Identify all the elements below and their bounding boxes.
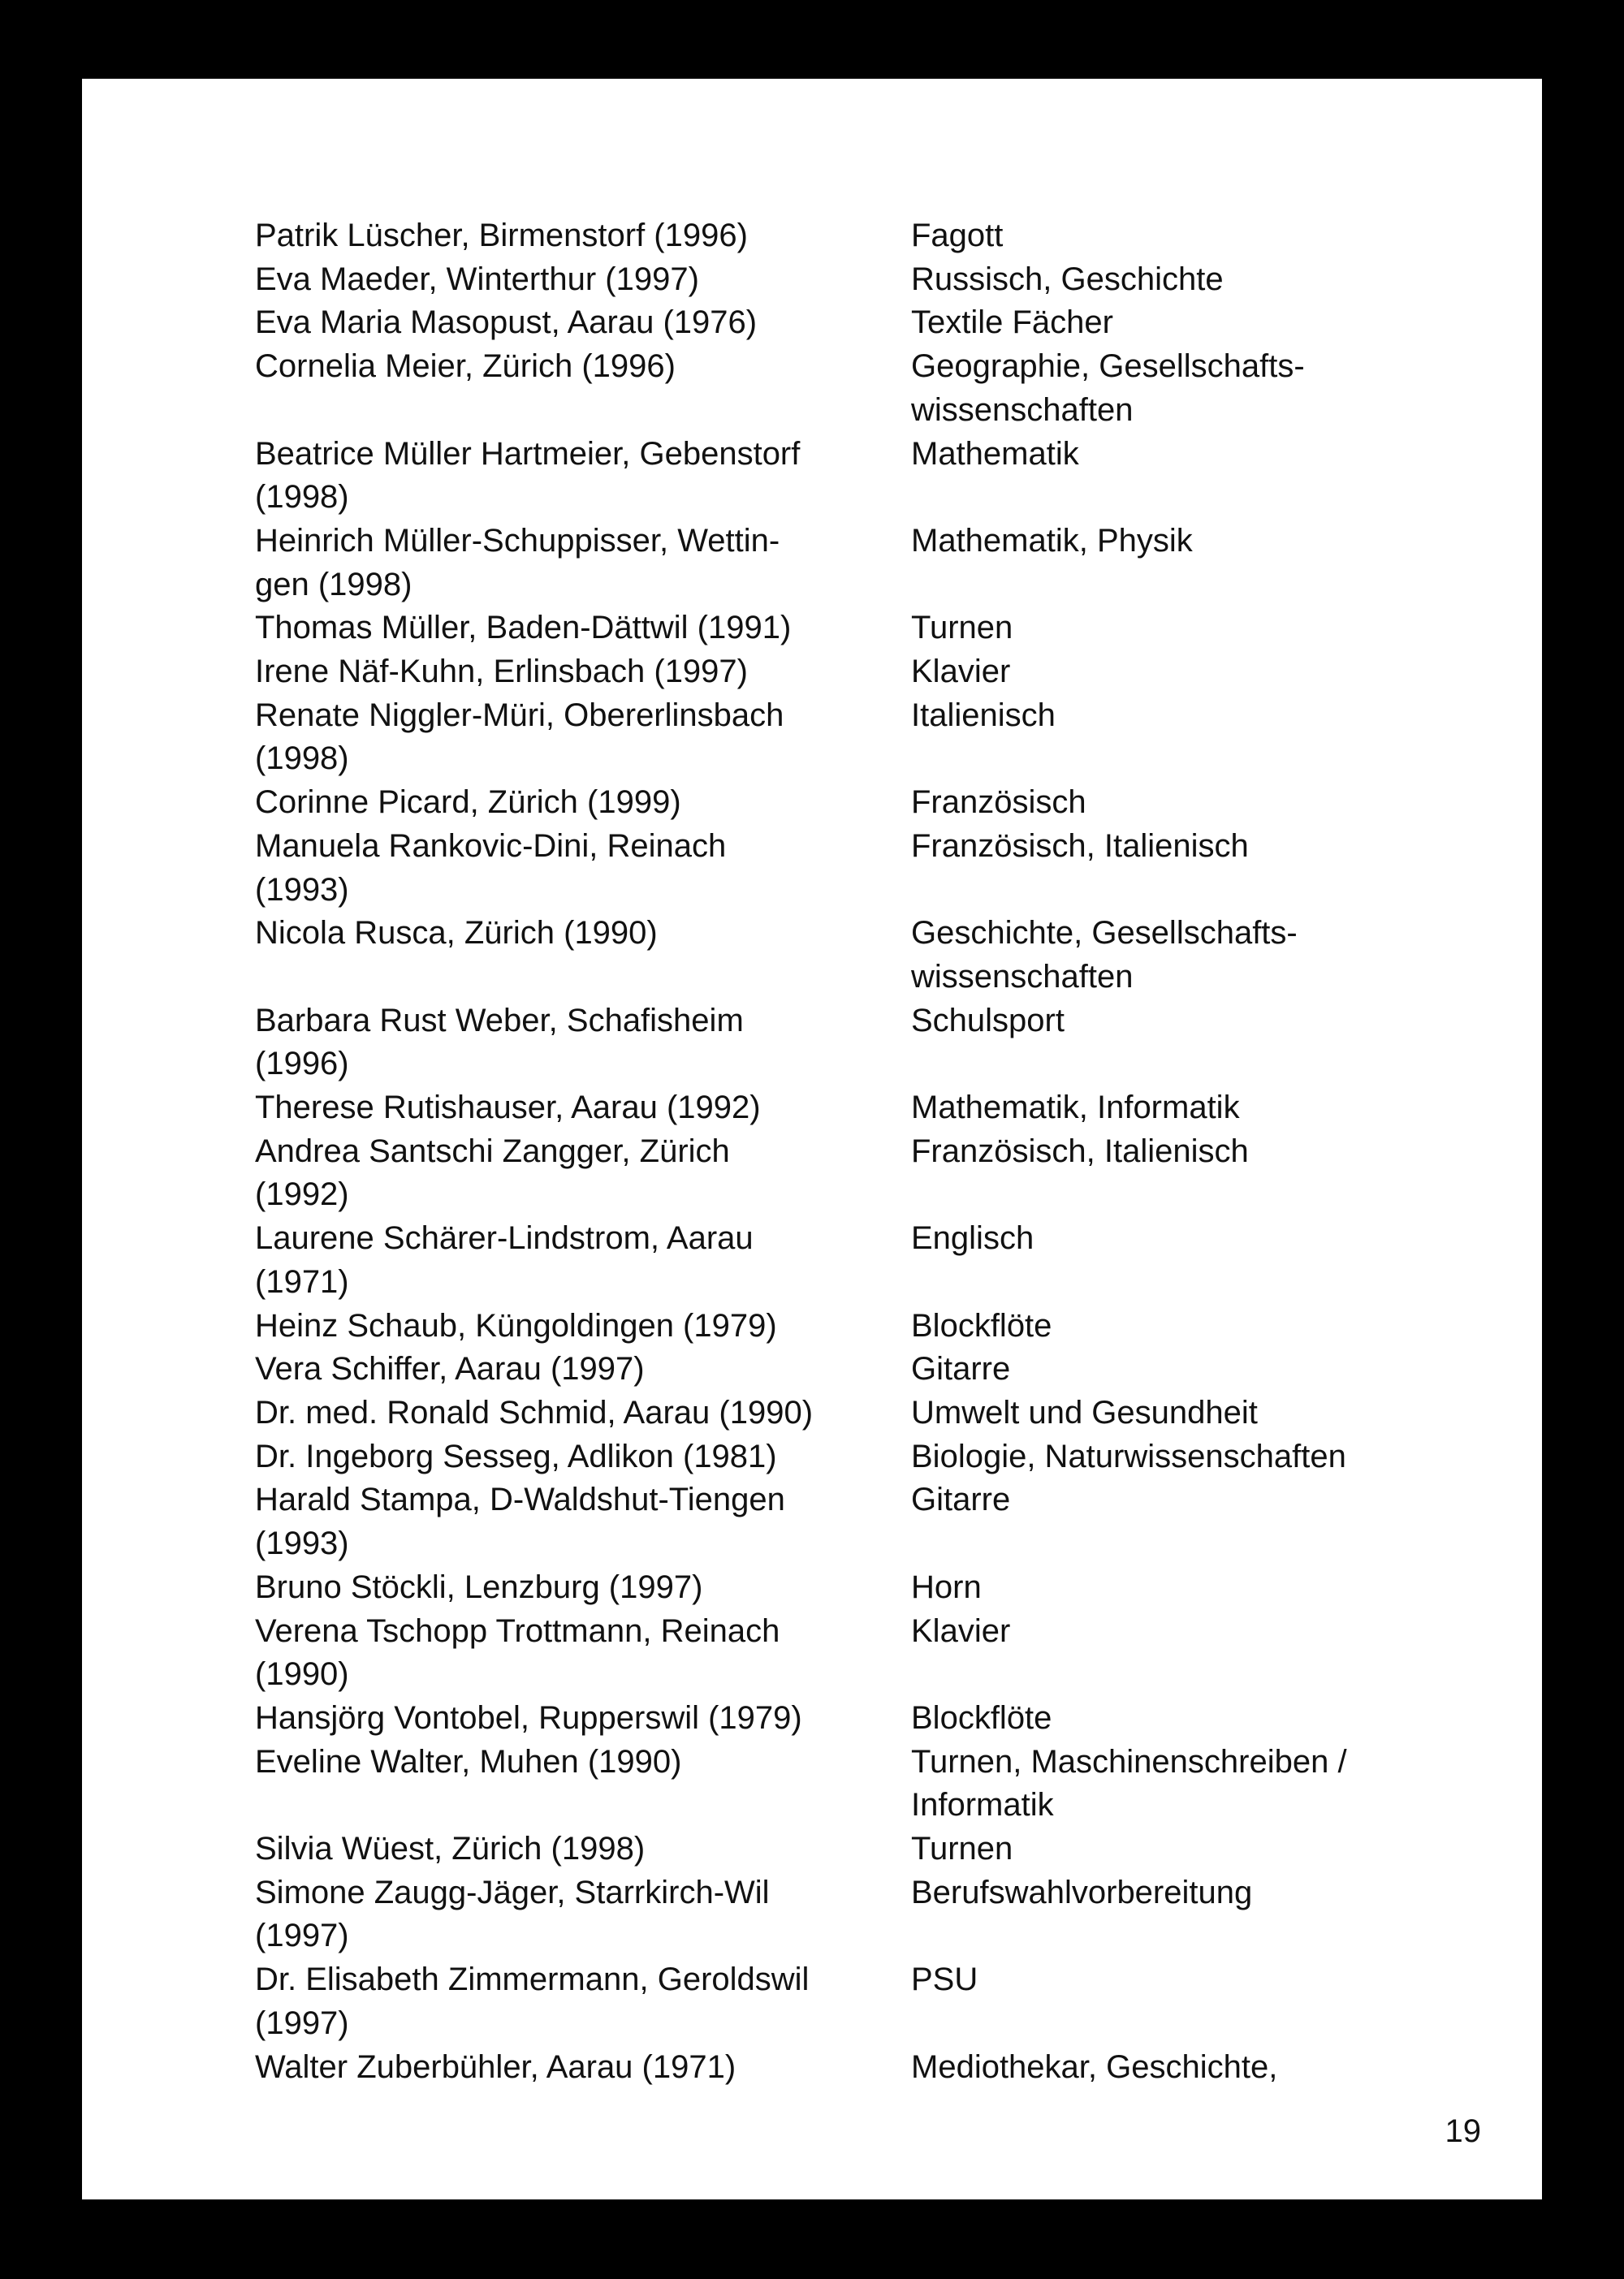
person-name: Bruno Stöckli, Lenzburg (1997) [255,1569,703,1605]
person-name: Silvia Wüest, Zürich (1998) [255,1831,646,1867]
person-name: Manuela Rankovic-Dini, Reinach (1993) [255,827,727,908]
staff-list [255,214,1416,2089]
list-item [255,1478,1416,1565]
subject: Mathematik, Physik [911,522,1193,559]
person-name: Patrik Lüscher, Birmenstorf (1996) [255,218,748,253]
list-item [255,781,1416,825]
subject: Englisch [911,1220,1034,1257]
person-name: Simone Zaugg-Jäger, Starrkirch-Wil (1997) [255,1874,770,1954]
list-item [255,1958,1416,2045]
list-item [255,825,1416,912]
person-name: Andrea Santschi Zangger, Zürich (1992) [255,1133,730,1213]
list-item [255,694,1416,781]
subject: PSU [911,1962,978,1998]
subject: Mathematik [911,435,1079,472]
person-name: Therese Rutishauser, Aarau (1992) [255,1090,761,1126]
subject: Französisch, Italienisch [911,827,1249,864]
subject: Blockflöte [911,1307,1052,1344]
list-item [255,1566,1416,1610]
subject: Berufswahlvorbereitung [911,1874,1253,1910]
person-name: Eveline Walter, Muhen (1990) [255,1743,682,1780]
list-item [255,520,1416,606]
list-item [255,606,1416,650]
subject: Französisch [911,784,1086,821]
list-item [255,1348,1416,1392]
person-name: Harald Stampa, D-Waldshut-Tiengen (1993) [255,1482,785,1562]
list-item [255,1871,1416,1958]
subject: Mathematik, Informatik [911,1090,1240,1126]
subject: Turnen [911,610,1013,646]
list-item [255,214,1416,258]
person-name: Vera Schiffer, Aarau (1997) [255,1351,645,1388]
list-item [255,650,1416,694]
list-item [255,1217,1416,1304]
person-name: Renate Niggler-Müri, Obererlinsbach (1998) [255,697,784,777]
person-name: Barbara Rust Weber, Schafisheim (1996) [255,1002,744,1082]
subject: Textile Fächer [911,304,1113,341]
subject: Turnen, Maschinenschreiben / Informatik [911,1743,1347,1824]
list-item [255,2046,1416,2090]
person-name: Irene Näf-Kuhn, Erlinsbach (1997) [255,654,748,690]
list-item [255,1828,1416,1871]
subject: Schulsport [911,1002,1065,1038]
list-item [255,1697,1416,1741]
subject: Mediothekar, Geschichte, [911,2048,1278,2085]
list-item [255,1741,1416,1828]
subject: Italienisch [911,697,1056,733]
subject: Klavier [911,1612,1011,1649]
person-name: Verena Tschopp Trottmann, Reinach (1990) [255,1612,780,1693]
person-name: Cornelia Meier, Zürich (1996) [255,348,676,385]
subject: Geschichte, Gesellschafts- wissenschaften [911,915,1298,995]
person-name: Dr. med. Ronald Schmid, Aarau (1990) [255,1394,814,1431]
subject: Fagott [911,218,1004,253]
person-name: Beatrice Müller Hartmeier, Gebenstorf (1998) [255,435,801,516]
subject: Turnen [911,1831,1013,1867]
subject: Horn [911,1569,982,1605]
subject: Klavier [911,654,1011,690]
list-item [255,433,1416,520]
list-item [255,912,1416,999]
subject: Französisch, Italienisch [911,1133,1249,1169]
list-item [255,1392,1416,1435]
subject: Blockflöte [911,1699,1052,1736]
list-item [255,1130,1416,1217]
person-name: Dr. Elisabeth Zimmermann, Geroldswil (1997) [255,1962,810,2041]
list-item [255,1610,1416,1697]
person-name: Corinne Picard, Zürich (1999) [255,784,681,821]
person-name: Hansjörg Vontobel, Rupperswil (1979) [255,1699,802,1736]
subject: Biologie, Naturwissenschaften [911,1438,1346,1474]
list-item [255,1086,1416,1130]
person-name: Heinz Schaub, Küngoldingen (1979) [255,1307,777,1344]
person-name: Heinrich Müller-Schuppisser, Wettin- gen (1998) [255,522,780,602]
person-name: Thomas Müller, Baden-Dättwil (1991) [255,610,792,646]
person-name: Eva Maeder, Winterthur (1997) [255,261,699,297]
list-item [255,1435,1416,1479]
page-number: 19 [1445,2113,1481,2149]
person-name: Nicola Rusca, Zürich (1990) [255,915,658,952]
list-item [255,301,1416,345]
person-name: Laurene Schärer-Lindstrom, Aarau (1971) [255,1220,754,1300]
subject: Geographie, Gesellschafts- wissenschaften [911,348,1305,428]
list-item [255,1305,1416,1349]
subject: Russisch, Geschichte [911,261,1224,297]
list-item [255,258,1416,302]
person-name: Dr. Ingeborg Sesseg, Adlikon (1981) [255,1438,777,1474]
subject: Gitarre [911,1351,1011,1388]
subject: Gitarre [911,1482,1011,1518]
person-name: Eva Maria Masopust, Aarau (1976) [255,304,758,341]
subject: Umwelt und Gesundheit [911,1394,1258,1431]
person-name: Walter Zuberbühler, Aarau (1971) [255,2048,736,2085]
list-item [255,345,1416,432]
list-item [255,999,1416,1086]
